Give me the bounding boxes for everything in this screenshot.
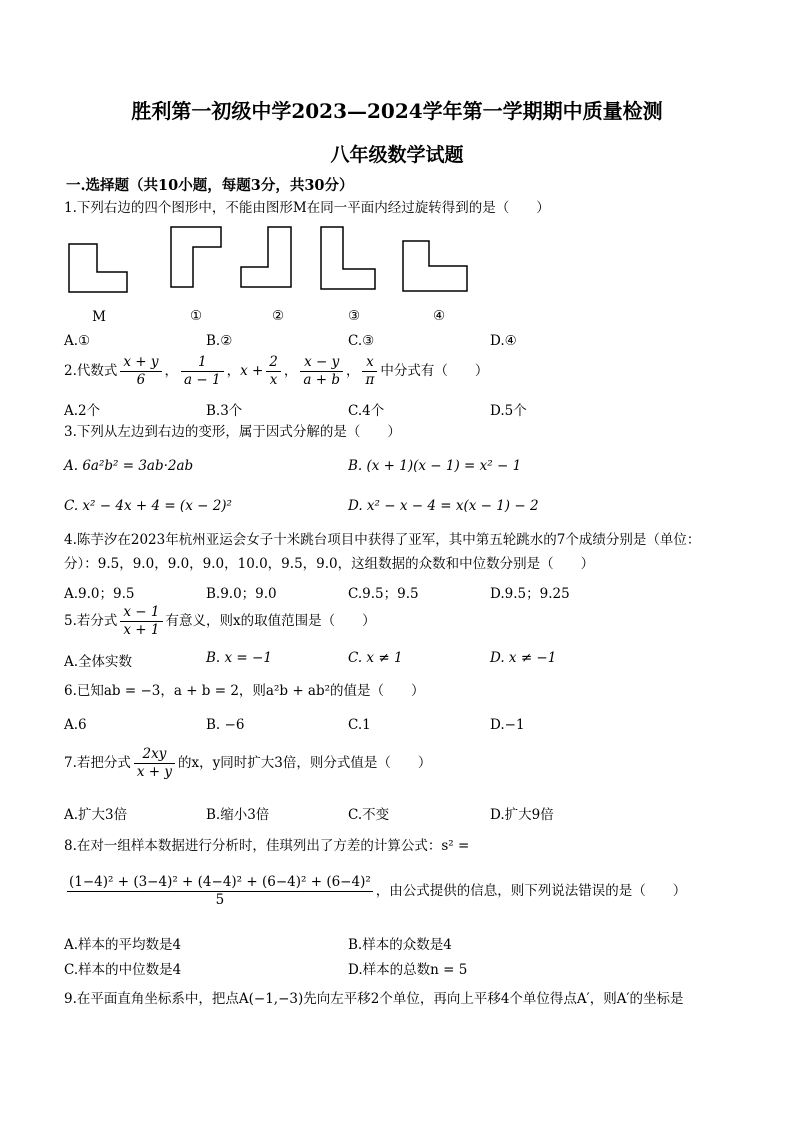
figure-label-4: ④ (432, 308, 446, 324)
question-9-stem: 9.在平面直角坐标系中，把点A(−1,−3)先向左平移2个单位，再向上平移4个单位得点A′，则A′的坐标是 (64, 991, 684, 1007)
q7-frac-num: 2xy (134, 746, 175, 764)
question-2-stem (64, 354, 488, 389)
q2-frac-1-den: 6 (136, 371, 146, 388)
q2-option-b[interactable]: B.3个 (206, 403, 243, 419)
q5-option-d[interactable]: D. x ≠ −1 (490, 650, 557, 666)
question-5-stem (64, 604, 376, 639)
q5-frac-den: x + 1 (123, 621, 160, 638)
q5-prefix: 5.若分式 (64, 612, 118, 629)
q4-option-c[interactable]: C.9.5；9.5 (348, 586, 419, 602)
exam-subtitle: 八年级数学试题 (330, 144, 464, 166)
figure-4 (402, 240, 468, 292)
q1-option-c[interactable]: C.③ (348, 333, 375, 349)
q7-option-a[interactable]: A.扩大3倍 (64, 807, 128, 823)
q7-frac-den: x + y (136, 763, 173, 780)
q3-option-d[interactable]: D. x² − x − 4 = x(x − 1) − 2 (348, 498, 539, 514)
q2-frac-4-num: x − y (300, 354, 343, 372)
q2-frac-4 (300, 354, 343, 389)
q8-frac-den: 5 (215, 891, 225, 908)
q6-option-b[interactable]: B. −6 (206, 717, 245, 733)
question-4-line-1: 4.陈芋汐在2023年杭州亚运会女子十米跳台项目中获得了亚军，其中第五轮跳水的7个成绩分别是（单位： (64, 532, 701, 548)
q2-option-d[interactable]: D.5个 (490, 403, 527, 419)
q2-xplus: x + (240, 362, 264, 379)
figure-label-1: ① (189, 308, 203, 324)
q2-frac-5-den: π (365, 371, 375, 388)
figure-label-2: ② (271, 308, 285, 324)
figure-label-3: ③ (347, 308, 361, 324)
question-1-stem: 1.下列右边的四个图形中，不能由图形M在同一平面内经过旋转得到的是（ ） (64, 200, 550, 216)
q8-suffix: ，由公式提供的信息，则下列说法错误的是（ ） (375, 882, 687, 899)
q7-option-d[interactable]: D.扩大9倍 (490, 807, 554, 823)
q2-sep-1: ， (164, 362, 179, 379)
q1-option-b[interactable]: B.② (206, 333, 233, 349)
q3-option-c[interactable]: C. x² − 4x + 4 = (x − 2)² (64, 498, 232, 514)
q5-option-b[interactable]: B. x = −1 (206, 650, 272, 666)
q2-frac-2-den: a − 1 (184, 371, 221, 388)
q4-option-b[interactable]: B.9.0；9.0 (206, 586, 277, 602)
q2-frac-3-num: 2 (266, 354, 281, 372)
q8-frac (67, 874, 373, 909)
q5-frac (120, 604, 162, 639)
question-8-formula (64, 874, 686, 909)
q8-option-c[interactable]: C.样本的中位数是4 (64, 962, 182, 978)
q8-frac-num: (1−4)² + (3−4)² + (4−4)² + (6−4)² + (6−4)² (69, 874, 371, 890)
q2-prefix: 2.代数式 (64, 362, 118, 379)
q6-option-d[interactable]: D.−1 (490, 717, 525, 733)
q2-sep-2: ， (226, 362, 241, 379)
q7-suffix: 的x，y同时扩大3倍，则分式值是（ ） (178, 754, 432, 771)
q5-frac-num: x − 1 (120, 604, 162, 622)
q7-option-b[interactable]: B.缩小3倍 (206, 807, 270, 823)
figure-2 (240, 226, 292, 288)
question-6-stem: 6.已知ab = −3，a + b = 2，则a²b + ab²的值是（ ） (64, 683, 425, 699)
figure-3 (320, 226, 376, 290)
q7-prefix: 7.若把分式 (64, 754, 131, 771)
q5-suffix: 有意义，则x的取值范围是（ ） (165, 612, 376, 629)
q2-frac-2 (181, 354, 224, 389)
q8-option-a[interactable]: A.样本的平均数是4 (64, 937, 182, 953)
figure-1 (170, 226, 222, 288)
q7-frac (134, 746, 175, 781)
q6-option-c[interactable]: C.1 (348, 717, 371, 733)
q1-option-a[interactable]: A.① (64, 333, 91, 349)
q8-option-d[interactable]: D.样本的总数n = 5 (348, 962, 468, 978)
q2-frac-2-num: 1 (181, 354, 224, 372)
q2-suffix: 中分式有（ ） (380, 362, 489, 379)
q4-option-d[interactable]: D.9.5；9.25 (490, 586, 570, 602)
q2-frac-3-den: x (269, 371, 278, 388)
q8-option-b[interactable]: B.样本的众数是4 (348, 937, 452, 953)
q4-option-a[interactable]: A.9.0；9.5 (64, 586, 135, 602)
q5-option-c[interactable]: C. x ≠ 1 (348, 650, 403, 666)
figure-label-m: M (92, 309, 106, 325)
q7-option-c[interactable]: C.不变 (348, 807, 390, 823)
q2-frac-5 (362, 354, 377, 389)
section-heading: 一.选择题（共10小题，每题3分，共30分） (66, 177, 354, 194)
question-8-stem: 8.在对一组样本数据进行分析时，佳琪列出了方差的计算公式：s² = (64, 838, 470, 854)
question-4-line-2: 分）：9.5，9.0，9.0，9.0，10.0，9.5，9.0，这组数据的众数和中位数分别是（ ） (64, 556, 595, 572)
q3-option-a[interactable]: A. 6a²b² = 3ab·2ab (64, 458, 194, 474)
figure-m (68, 243, 128, 293)
q5-option-a[interactable]: A.全体实数 (64, 654, 133, 670)
exam-title: 胜利第一初级中学2023—2024学年第一学期期中质量检测 (131, 99, 663, 123)
q2-frac-5-num: x (362, 354, 377, 372)
q2-frac-1-num: x + y (120, 354, 161, 372)
q6-option-a[interactable]: A.6 (64, 717, 87, 733)
q2-sep-3: ， (283, 362, 298, 379)
q2-sep-4: ， (345, 362, 360, 379)
q2-frac-3 (266, 354, 281, 389)
question-7-stem (64, 746, 431, 781)
q2-frac-1 (120, 354, 161, 389)
q1-option-d[interactable]: D.④ (490, 333, 517, 349)
question-3-stem: 3.下列从左边到右边的变形，属于因式分解的是（ ） (64, 424, 401, 440)
q3-option-b[interactable]: B. (x + 1)(x − 1) = x² − 1 (348, 458, 522, 474)
q2-option-c[interactable]: C.4个 (348, 403, 385, 419)
q2-option-a[interactable]: A.2个 (64, 403, 101, 419)
q2-frac-4-den: a + b (303, 371, 340, 388)
